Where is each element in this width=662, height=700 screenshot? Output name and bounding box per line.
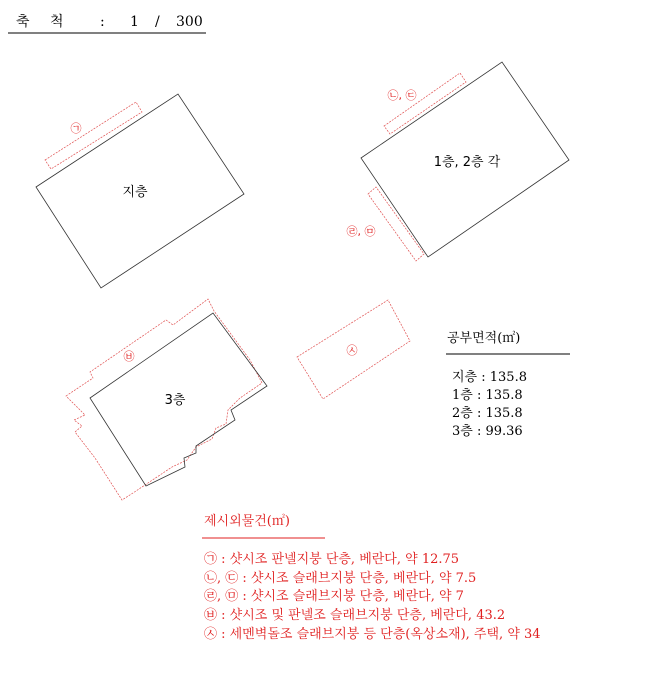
- marker-de: ㉣, ㉤: [346, 225, 376, 238]
- scale-label: 축: [16, 14, 30, 30]
- annex-bc-outline: [384, 73, 466, 134]
- marker-a: ㉠: [70, 122, 82, 135]
- area-row: 지층 : 135.8: [452, 370, 527, 385]
- excluded-item: ㉠ : 샷시조 판넬지붕 단층, 베란다, 약 12.75: [204, 552, 460, 567]
- annex-a-outline: [45, 102, 142, 169]
- excluded-item: ㉦ : 세멘벽돌조 슬래브지붕 등 단층(옥상소재), 주택, 약 34: [204, 627, 541, 642]
- rooftop-structure-plan: [297, 300, 410, 399]
- annex-de-outline: [368, 187, 424, 261]
- excluded-item: ㉣, ㉤ : 샷시조 슬래브지붕 단층, 베란다, 약 7: [204, 589, 464, 604]
- scale-numerator: 1: [130, 14, 139, 30]
- scale-colon: :: [100, 14, 105, 30]
- excluded-item: ㉡, ㉢ : 샷시조 슬래브지붕 단층, 베란다, 약 7.5: [204, 571, 477, 586]
- scale-label-2: 척: [50, 14, 64, 30]
- excluded-items-title: 제시외물건(㎡): [204, 514, 290, 529]
- area-row: 3층 : 99.36: [452, 424, 523, 439]
- area-table: [446, 330, 570, 439]
- marker-g: ㉦: [346, 344, 358, 357]
- marker-bc: ㉡, ㉢: [387, 89, 417, 102]
- marker-f: ㉥: [123, 350, 135, 363]
- area-table-title: 공부면적(㎡): [447, 331, 521, 346]
- excluded-items: [202, 513, 541, 642]
- third-floor-label: 3층: [164, 393, 186, 408]
- scale-header: [8, 13, 206, 33]
- first-second-floor-label: 1층, 2층 각: [433, 155, 501, 170]
- scale-denominator: 300: [176, 14, 203, 30]
- first-second-floor-plan: [347, 62, 570, 261]
- basement-plan: [36, 94, 244, 288]
- area-row: 2층 : 135.8: [452, 406, 523, 421]
- area-row: 1층 : 135.8: [452, 388, 523, 403]
- basement-label: 지층: [122, 185, 148, 200]
- scale-slash: /: [155, 14, 160, 30]
- third-floor-plan: [66, 299, 267, 500]
- excluded-item: ㉥ : 샷시조 및 판넬조 슬래브지붕 단층, 베란다, 43.2: [204, 608, 506, 623]
